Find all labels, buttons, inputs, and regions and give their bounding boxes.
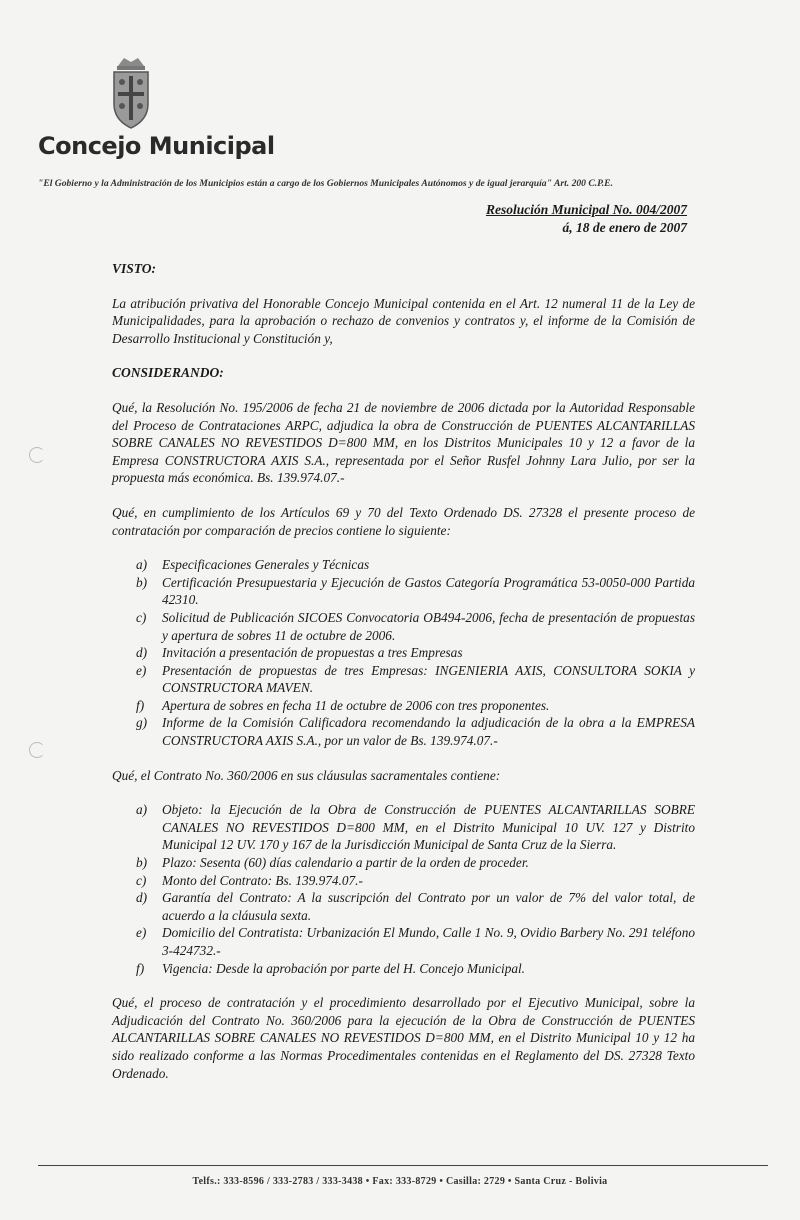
visto-heading: VISTO: [112, 261, 157, 276]
punch-hole-mark [29, 742, 45, 758]
considerando-paragraph-4: Qué, el proceso de contratación y el procedimiento desarrollado por el Ejecutivo Municipal, sobre la Adjudicación del Contrato No. 360/2006 para la ejecución de la Obra de Construcción de PUENTES ALCANTARILLAS SOBRE CANALES NO REVESTIDOS D=800 MM, en el Distrito Municipal 10 y 12 ha sido realizado conforme a las Normas Procedimentales contenidas en el Reglamento del DS. 27328 Texto Ordenado. [112, 995, 695, 1081]
punch-hole-mark [29, 447, 45, 463]
list-item: f) Apertura de sobres en fecha 11 de octubre de 2006 con tres proponentes. [136, 697, 550, 713]
list-item: e) Presentación de propuestas de tres Empresas: INGENIERIA AXIS, CONSULTORA SOKIA y CONSTRUCTORA MAVEN. [136, 662, 695, 696]
list-item: f) Vigencia: Desde la aprobación por parte del H. Concejo Municipal. [136, 960, 526, 976]
considerando-paragraph-3: Qué, el Contrato No. 360/2006 en sus cláusulas sacramentales contiene: [112, 767, 501, 783]
list-item: a) Especificaciones Generales y Técnicas [136, 557, 370, 573]
list-item: d) Garantía del Contrato: A la suscripción del Contrato por un valor de 7% del valor total, de acuerdo a la cláusula sexta. [136, 890, 695, 923]
resolution-number: Resolución Municipal No. 004/2007 [485, 202, 687, 217]
list-item: b) Certificación Presupuestaria y Ejecución de Gastos Categoría Programática 53-0050-000 Partida 42310. [136, 574, 695, 608]
footer-divider [38, 1165, 768, 1166]
procurement-steps-list [136, 556, 695, 750]
considerando-heading: CONSIDERANDO: [112, 365, 224, 381]
organization-name: Concejo Municipal [38, 132, 275, 160]
list-item: c) Monto del Contrato: Bs. 139.974.07.- [136, 872, 363, 888]
list-item: b) Plazo: Sesenta (60) días calendario a partir de la orden de proceder. [136, 855, 529, 871]
resolution-body [112, 260, 695, 1082]
visto-paragraph: La atribución privativa del Honorable Concejo Municipal contenida en el Art. 12 numeral 11 de la Ley de Municipalidades, para la aprobación o rechazo de convenios y contratos y, el informe de la Comisión de Desarrollo Institucional y Constitución y, [112, 295, 695, 346]
institutional-motto: "El Gobierno y la Administración de los Municipios están a cargo de los Gobiernos Municipales Autónomos y de igual jerarquía" Art. 200 C.P.E. [38, 178, 613, 189]
list-item: a) Objeto: la Ejecución de la Obra de Construcción de PUENTES ALCANTARILLAS SOBRE CANALES NO REVESTIDOS D=800 MM, en el Distrito Municipal 10 UV. 127 y Distrito Municipal 12 UV. 170 y 167 de la Jurisdicción Municipal de Santa Cruz de la Sierra. [136, 802, 695, 853]
resolution-date: á, 18 de enero de 2007 [562, 220, 687, 235]
considerando-paragraph-1: Qué, la Resolución No. 195/2006 de fecha 21 de noviembre de 2006 dictada por la Autoridad Responsable del Proceso de Contrataciones ARPC, adjudica la obra de Construcción de PUENTES ALCANTARILLAS SOBRE CANALES NO REVESTIDOS D=800 MM, en los Distritos Municipales 10 y 12 a favor de la Empresa CONSTRUCTORA AXIS S.A., representada por el Señor Rusfel Johnny Lara Julio, por ser la propuesta más económica. Bs. 139.974.07.- [112, 399, 695, 486]
list-item: c) Solicitud de Publicación SICOES Convocatoria OB494-2006, fecha de presentación de propuestas y apertura de sobres 11 de octubre de 2006. [136, 609, 695, 643]
list-item: e) Domicilio del Contratista: Urbanización El Mundo, Calle 1 No. 9, Ovidio Barbery No. 291 teléfono 3-424732.- [136, 925, 695, 958]
list-item: g) Informe de la Comisión Calificadora recomendando la adjudicación de la obra a la EMPRESA CONSTRUCTORA AXIS S.A., por un valor de Bs. 139.974.07.- [136, 715, 695, 749]
municipal-crest-icon [108, 52, 154, 132]
considerando-paragraph-2: Qué, en cumplimiento de los Artículos 69 y 70 del Texto Ordenado DS. 27328 el presente proceso de contratación por comparación de precios contiene lo siguiente: [112, 504, 695, 538]
contract-clauses-list [136, 801, 695, 977]
list-item: d) Invitación a presentación de propuestas a tres Empresas [136, 645, 463, 661]
footer-contact: Telfs.: 333-8596 / 333-2783 / 333-3438 • Fax: 333-8729 • Casilla: 2729 • Santa Cruz - Bolivia [192, 1176, 608, 1187]
